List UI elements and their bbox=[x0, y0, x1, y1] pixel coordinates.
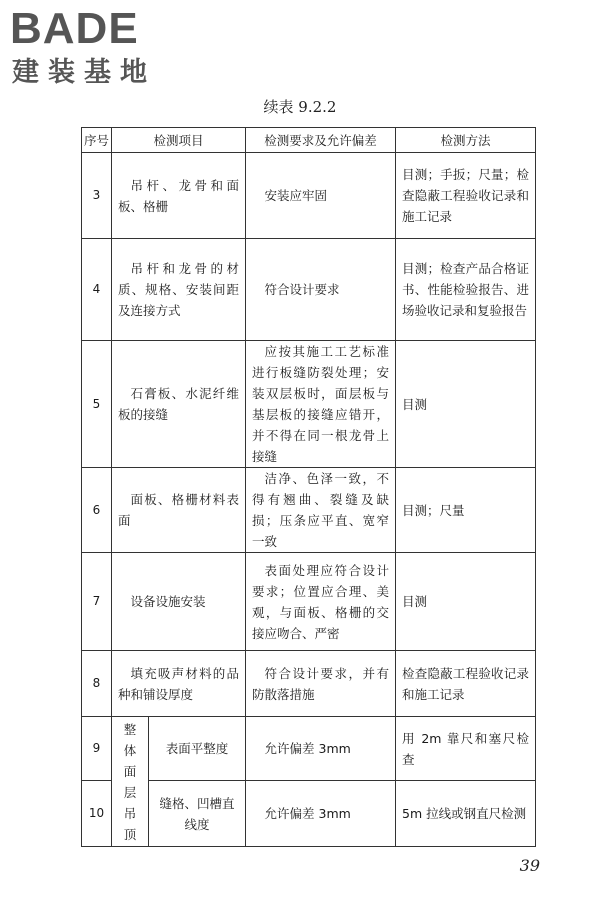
table-row bbox=[82, 468, 536, 553]
table-row bbox=[82, 239, 536, 341]
row-method: 目测；尺量 bbox=[396, 468, 536, 553]
row-no: 9 bbox=[82, 717, 112, 781]
header-item: 检测项目 bbox=[112, 128, 246, 153]
row-item: 表面平整度 bbox=[149, 717, 246, 781]
row-item: 面板、格栅材料表面 bbox=[112, 468, 246, 553]
table-row bbox=[82, 717, 536, 781]
row-no: 4 bbox=[82, 239, 112, 341]
table-row bbox=[82, 153, 536, 239]
row-method: 目测；手扳；尺量；检查隐蔽工程验收记录和施工记录 bbox=[396, 153, 536, 239]
row-requirement: 允许偏差 3mm bbox=[246, 717, 396, 781]
header-method: 检测方法 bbox=[396, 128, 536, 153]
row-requirement: 洁净、色泽一致，不得有翘曲、裂缝及缺损；压条应平直、宽窄一致 bbox=[246, 468, 396, 553]
page-number: 39 bbox=[519, 856, 540, 875]
row-requirement: 符合设计要求，并有防散落措施 bbox=[246, 651, 396, 717]
header-requirement: 检测要求及允许偏差 bbox=[246, 128, 396, 153]
logo-tagline: 建装基地 bbox=[12, 57, 156, 88]
table-row bbox=[82, 553, 536, 651]
row-requirement: 符合设计要求 bbox=[246, 239, 396, 341]
row-no: 10 bbox=[82, 781, 112, 847]
row-requirement: 表面处理应符合设计要求；位置应合理、美观，与面板、格栅的交接应吻合、严密 bbox=[246, 553, 396, 651]
header-no: 序号 bbox=[82, 128, 112, 153]
table-row bbox=[82, 341, 536, 468]
row-item: 设备设施安装 bbox=[112, 553, 246, 651]
row-method: 目测 bbox=[396, 341, 536, 468]
group-label: 整体面层吊顶 bbox=[112, 717, 149, 847]
row-no: 3 bbox=[82, 153, 112, 239]
table-row bbox=[82, 781, 536, 847]
row-item: 缝格、凹槽直线度 bbox=[149, 781, 246, 847]
row-no: 5 bbox=[82, 341, 112, 468]
row-item: 吊杆和龙骨的材质、规格、安装间距及连接方式 bbox=[112, 239, 246, 341]
row-method: 检查隐蔽工程验收记录和施工记录 bbox=[396, 651, 536, 717]
row-requirement: 应按其施工工艺标准进行板缝防裂处理；安装双层板时，面层板与基层板的接缝应错开，并不得在同一根龙骨上接缝 bbox=[246, 341, 396, 468]
row-no: 8 bbox=[82, 651, 112, 717]
row-item: 石膏板、水泥纤维板的接缝 bbox=[112, 341, 246, 468]
inspection-table bbox=[81, 127, 536, 847]
logo-wordmark: BADE bbox=[10, 4, 139, 53]
table-header-row bbox=[82, 128, 536, 153]
table-row bbox=[82, 651, 536, 717]
row-method: 5m 拉线或钢直尺检测 bbox=[396, 781, 536, 847]
table-title: 续表 9.2.2 bbox=[263, 98, 337, 116]
row-method: 目测；检查产品合格证书、性能检验报告、进场验收记录和复验报告 bbox=[396, 239, 536, 341]
row-no: 6 bbox=[82, 468, 112, 553]
row-no: 7 bbox=[82, 553, 112, 651]
row-item: 填充吸声材料的品种和铺设厚度 bbox=[112, 651, 246, 717]
row-method: 目测 bbox=[396, 553, 536, 651]
row-requirement: 安装应牢固 bbox=[246, 153, 396, 239]
logo bbox=[10, 6, 175, 92]
row-method: 用 2m 靠尺和塞尺检查 bbox=[396, 717, 536, 781]
row-requirement: 允许偏差 3mm bbox=[246, 781, 396, 847]
row-item: 吊杆、龙骨和面板、格栅 bbox=[112, 153, 246, 239]
